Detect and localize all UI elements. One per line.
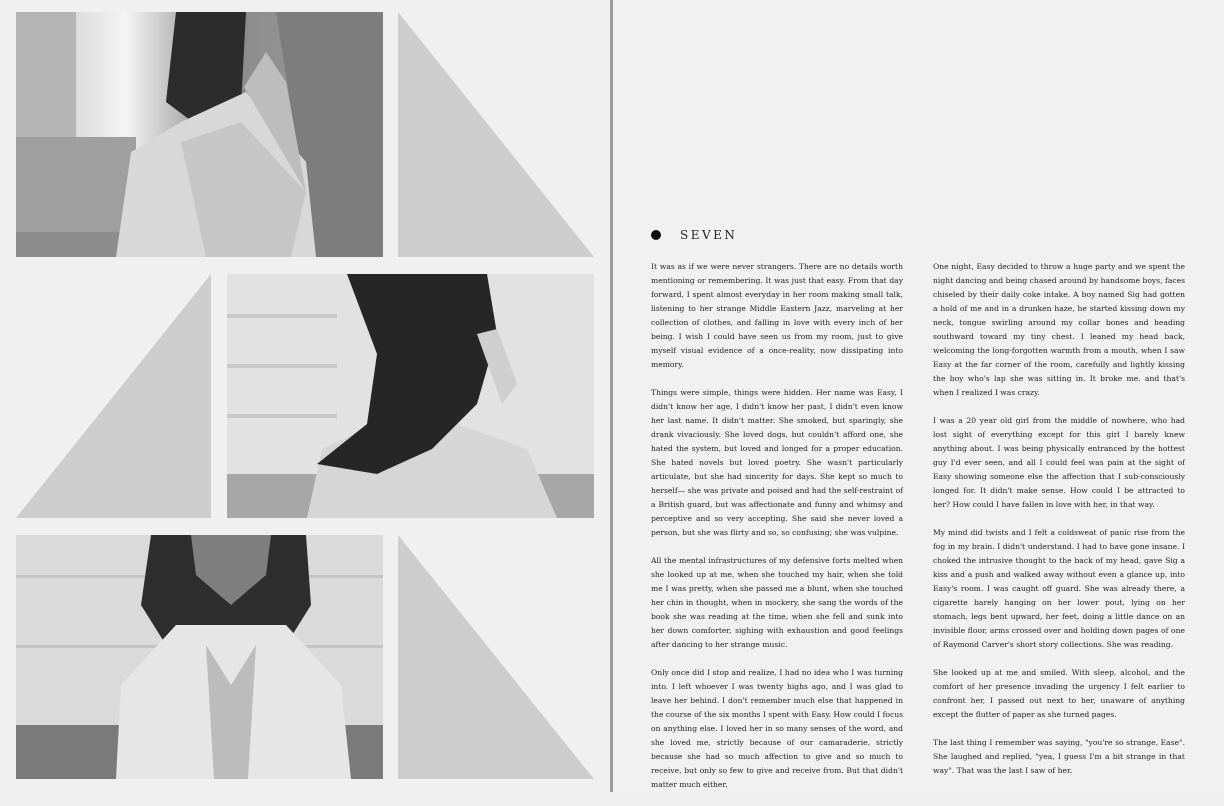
- paragraph: Only once did I stop and realize, I had no idea who I was turning into. I left whoever I was twenty highs ago, and I was glad to leave her behind. I don't remember much else that happened in the course of the six months I spent with Easy. How could I focus on anything else. I loved her in so many senses of the word, and she loved me, strictly because of our camaraderie, strictly because she had so much affection to give and so much to receive, but only so few to give and receive from. But that didn't matter much either.: [651, 668, 903, 789]
- woman-back-hair-photo: [227, 274, 594, 518]
- paragraph: I was a 20 year old girl from the middle of nowhere, who had lost sight of everything except for this girl I barely knew anything about. I was being physically entranced by the hottest guy I'd ever seen, and all I could feel was pain at the sight of Easy showing someone else the affection that I sub-consciously longed for. It didn't make sense. How could I be attracted to her? How could I have fallen in love with her, in that way.: [933, 416, 1185, 509]
- chapter-heading: [651, 228, 737, 242]
- paragraph: All the mental infrastructures of my defensive forts melted when she looked up at me, when she touched my hair, when she told me I was pretty, when she passed me a blunt, when she touched her chin in thought, when in mockery, she sang the words of the book she was reading at the time, when she fell and sunk into her down comforter, sighing with exhaustion and good feelings after dancing to her strange music.: [651, 556, 903, 649]
- paragraph: One night, Easy decided to throw a huge party and we spent the night dancing and being chased around by handsome boys, faces chiseled by their daily coke intake. A boy named Sig had gotten a hold of me and in a drunken haze, he started kissing down my neck, tongue swirling around my collar bones and heading southward toward my tiny chest. I leaned my head back, welcoming the long-forgotten warmth from a mouth, when I saw Easy at the far corner of the room, carefully and lightly kissing the boy who's lap she was sitting in. It broke me. and that's when I realized I was crazy.: [933, 262, 1185, 397]
- left-page: [0, 0, 610, 792]
- paragraph: It was as if we were never strangers. There are no details worth mentioning or remembering. It was just that easy. From that day forward, I spent almost everyday in her room making small talk, listening to her strange Middle Eastern Jazz, marveling at her collection of clothes, and falling in love with every inch of her being. I wish I could have seen us from my room, just to give myself visual evidence of a once-reality, now dissipating into memory.: [651, 262, 903, 369]
- decorative-triangle: [16, 274, 211, 518]
- paragraph: The last thing I remember was saying, "you're so strange, Ease". She laughed and replied, "yea, I guess I'm a bit strange in that way". That was the last I saw of her.: [933, 738, 1185, 775]
- paragraph: Things were simple, things were hidden. Her name was Easy, I didn't know her age, I didn't know her past, I didn't even know her last name. It didn't matter. She smoked, but sparingly, she drank vivaciously. She loved dogs, but couldn't afford one, she hated the system, but loved and longed for a proper education. She hated novels but loved poetry. She wasn't particularly articulate, but she had sincerity for days. She kept so much to herself— she was private and poised and had the self-restraint of a British guard, but was affectionate and funny and whimsy and perceptive and so very accepting. She said she never loved a person, but she was flirty and so, so confusing; she was vulpine.: [651, 388, 903, 537]
- text-column-left: [651, 260, 903, 806]
- woman-shoulder-photo: [16, 12, 383, 257]
- woman-vest-portrait-photo: [16, 535, 383, 779]
- text-column-right: [933, 260, 1185, 792]
- decorative-triangle: [398, 535, 594, 779]
- decorative-triangle: [398, 12, 594, 257]
- paragraph: She looked up at me and smiled. With sleep, alcohol, and the comfort of her presence invading the urgency I felt earlier to confront her, I passed out next to her, unaware of anything except the flutter of paper as she turned pages.: [933, 668, 1185, 719]
- bullet-icon: [651, 230, 661, 240]
- paragraph: My mind did twists and I felt a coldsweat of panic rise from the fog in my brain. I didn't understand. I had to have gone insane. I choked the intrusive thought to the back of my head, gave Sig a kiss and a push and walked away without even a glance up, into Easy's room. I was caught off guard. She was already there, a cigarette barely hanging on her lower pout, lying on her stomach, legs bent upward, her feet, doing a little dance on an invisible floor, arms crossed over and holding down pages of one of Raymond Carver's short story collections. She was reading.: [933, 528, 1185, 649]
- chapter-title: SEVEN: [680, 228, 738, 242]
